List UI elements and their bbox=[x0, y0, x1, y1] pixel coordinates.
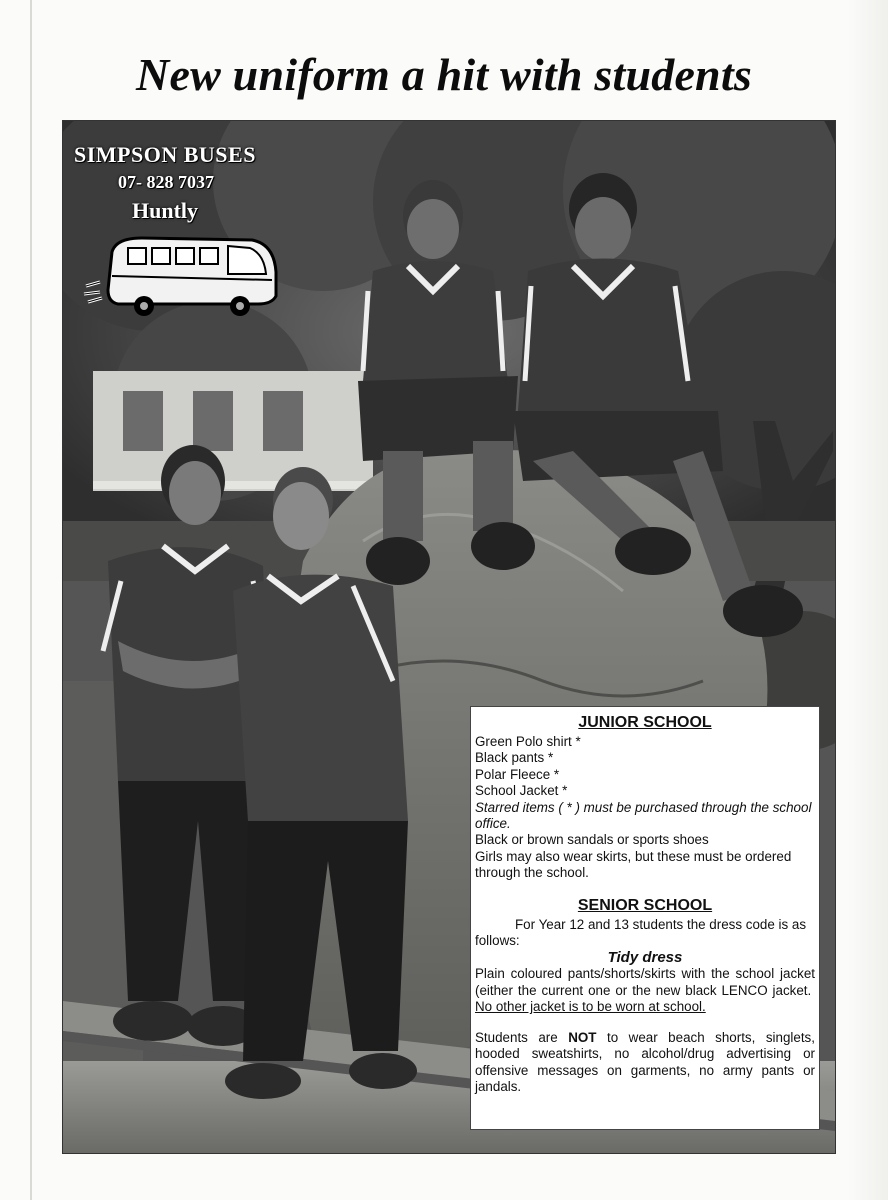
bus-icon bbox=[82, 232, 282, 318]
junior-school-heading: JUNIOR SCHOOL bbox=[578, 714, 712, 731]
footwear-rule: Black or brown sandals or sports shoes bbox=[475, 832, 709, 848]
bus-advert bbox=[68, 136, 308, 326]
prohibited-items-rule bbox=[475, 1030, 815, 1096]
page-edge bbox=[30, 0, 32, 1200]
starred-items-note: Starred items ( * ) must be purchased through the school office. bbox=[475, 799, 812, 832]
headline: New uniform a hit with students bbox=[136, 49, 752, 100]
junior-item: Green Polo shirt * bbox=[475, 734, 581, 749]
junior-item: Black pants * bbox=[475, 750, 554, 766]
junior-item: Polar Fleece * bbox=[475, 766, 560, 782]
ad-phone: 07- 828 7037 bbox=[118, 172, 214, 192]
prohibited-list: to wear beach shorts, singlets, hooded sweatshirts, no alcohol/drug advertising or offensive messages on garments, no army pants or jandals. bbox=[475, 1029, 815, 1094]
senior-dress-rule bbox=[475, 966, 815, 1015]
prohibited-prefix: Students are bbox=[475, 1029, 558, 1045]
skirts-rule: Girls may also wear skirts, but these must be ordered through the school. bbox=[475, 848, 792, 881]
page-shadow bbox=[848, 0, 888, 1200]
ad-company: SIMPSON BUSES bbox=[74, 142, 256, 167]
senior-school-heading: SENIOR SCHOOL bbox=[577, 896, 713, 914]
not-emphasis: NOT bbox=[568, 1029, 597, 1045]
tidy-dress-heading: Tidy dress bbox=[607, 949, 683, 967]
no-other-jacket-rule: No other jacket is to be worn at school. bbox=[475, 999, 706, 1015]
uniform-info-box bbox=[470, 706, 820, 1130]
senior-dress-text: Plain coloured pants/shorts/skirts with the school jacket (either the current one or the new black LENCO jacket. bbox=[475, 966, 815, 998]
senior-intro: For Year 12 and 13 students the dress code is as follows: bbox=[475, 916, 807, 949]
junior-item: School Jacket * bbox=[475, 783, 568, 799]
ad-town: Huntly bbox=[132, 198, 199, 223]
